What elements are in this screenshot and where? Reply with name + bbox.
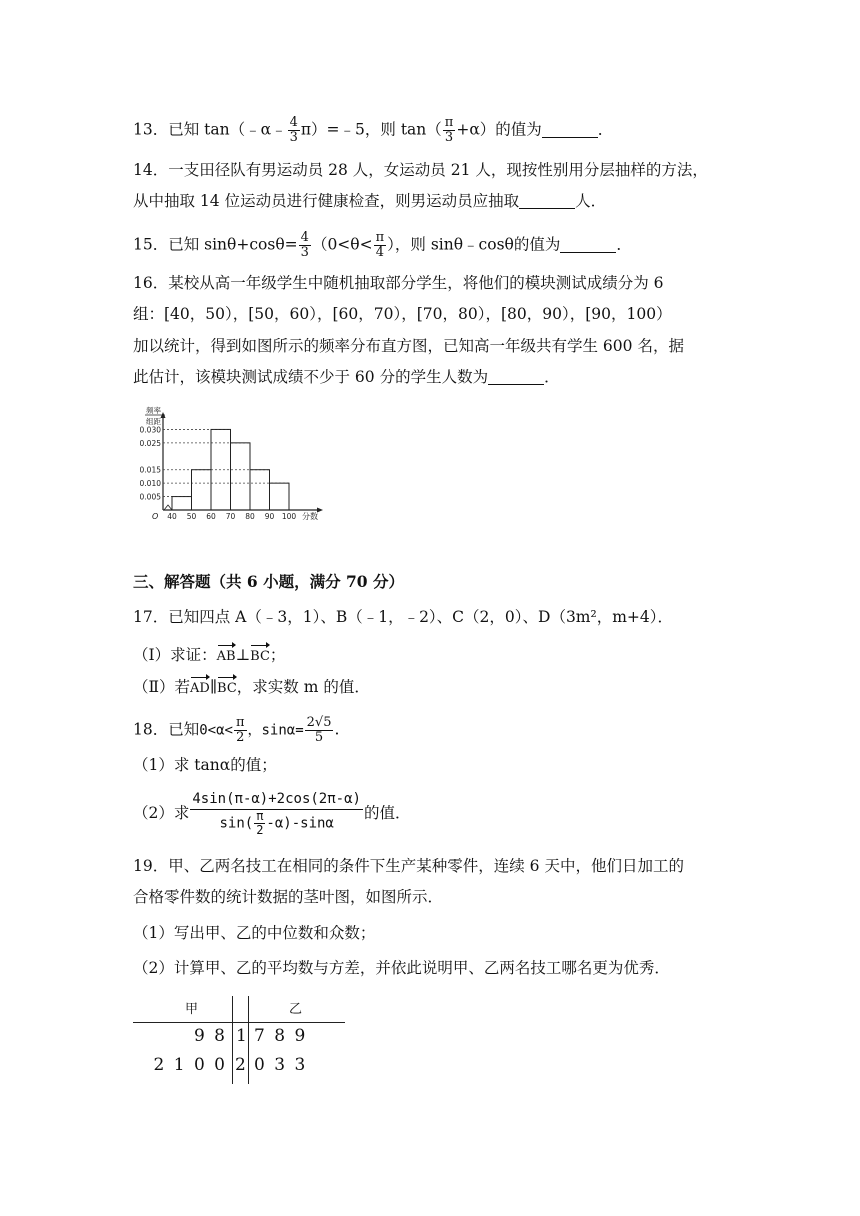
stem-leaf-header-rule — [133, 1022, 345, 1023]
q15-text-c: ），则 sinθ﹣cosθ的值为 — [387, 235, 561, 254]
q13-text-a: 13．已知 tan（﹣α﹣ — [133, 120, 287, 139]
vector-ad: AD — [190, 675, 210, 699]
answer-blank — [488, 370, 544, 385]
question-13 — [133, 116, 613, 145]
chart-origin: O — [152, 512, 159, 521]
question-16-line-4 — [133, 367, 560, 387]
question-17-part-2 — [133, 675, 370, 699]
q17-p1-text: （Ⅰ）求证： — [133, 646, 217, 664]
question-16-line-2: 组：[40，50），[50，60），[60，70），[70，80），[80，90），[90，100） — [133, 305, 672, 323]
q15-frac-num: 4 — [300, 230, 309, 245]
q13-fraction-2 — [443, 116, 456, 145]
q14-text-a: 从中抽取 14 位运动员进行健康检查，则男运动员应抽取 — [133, 192, 520, 210]
stem-leaf-row-2-stem: 2 — [235, 1055, 246, 1075]
question-17-part-1 — [133, 643, 285, 667]
q13-frac-den: 3 — [289, 130, 298, 145]
q18-text-a: 18．已知 — [133, 720, 200, 739]
question-19-line-1: 19．甲、乙两名技工在相同的条件下生产某种零件，连续 6 天中，他们日加工的 — [133, 857, 684, 875]
q13-text-c: +α）的值为 — [456, 120, 542, 139]
q17-p1-end: ； — [269, 646, 286, 664]
q18-p2-text: （2）求 — [133, 804, 190, 822]
q16-text-b: ． — [544, 368, 560, 386]
q18-den-b: -α)-sinα — [266, 815, 334, 832]
q18-p2-expression — [190, 789, 363, 837]
question-18-part-2 — [133, 789, 410, 837]
histogram-bar — [250, 470, 270, 510]
q17-p1-op: ⊥ — [235, 646, 251, 664]
stem-leaf-row-1-stem: 1 — [236, 1026, 247, 1046]
histogram-bar — [172, 497, 192, 510]
q18-mid: ，sinα= — [247, 722, 304, 739]
question-14-line-1: 14．一支田径队有男运动员 28 人，女运动员 21 人，现按性别用分层抽样的方法， — [133, 161, 708, 179]
vector-ab: AB — [217, 643, 236, 667]
question-14-line-2 — [133, 191, 606, 211]
q13-fraction — [288, 116, 300, 145]
x-tick-label: 50 — [186, 512, 197, 521]
question-18-part-1: （1）求 tanα的值； — [133, 756, 277, 774]
section-3-heading: 三、解答题（共 6 小题，满分 70 分） — [133, 572, 404, 591]
chart-ylabel-top: 频率 — [146, 406, 161, 415]
q18-fraction — [234, 716, 247, 745]
q18-p2-denominator — [190, 810, 363, 837]
x-tick-label: 70 — [225, 512, 236, 521]
q18-frac2-den: 5 — [314, 730, 324, 745]
q15-frac-den: 3 — [300, 245, 309, 260]
question-15 — [133, 231, 632, 260]
stem-leaf-row-2-right: 0 3 3 — [254, 1055, 308, 1075]
x-tick-label: 40 — [167, 512, 177, 521]
stem-leaf-right-label: 乙 — [289, 1002, 303, 1017]
answer-blank — [519, 194, 575, 209]
q15-frac2-num: π — [375, 230, 385, 245]
y-tick-label: 0.030 — [139, 425, 161, 435]
x-tick-label: 80 — [245, 512, 255, 521]
y-tick-label: 0.025 — [139, 438, 161, 448]
y-tick-label: 0.010 — [139, 479, 161, 489]
x-tick-label: 60 — [206, 512, 216, 521]
q18-fraction-2 — [305, 716, 334, 745]
question-19-part-2: （2）计算甲、乙的平均数与方差，并依此说明甲、乙两名技工哪名更为优秀． — [133, 959, 670, 977]
q13-frac2-den: 3 — [444, 130, 454, 145]
stem-leaf-row-2-left: 2 1 0 0 — [153, 1055, 227, 1075]
q17-p2-op: ∥ — [209, 678, 218, 696]
q15-fraction-2 — [374, 231, 387, 260]
q18-frac-den: 2 — [236, 730, 245, 745]
frequency-histogram — [128, 402, 338, 522]
q18-den-frac-den: 2 — [256, 823, 264, 837]
q18-den-frac-num: π — [256, 809, 264, 823]
q16-text-a: 此估计，该模块测试成绩不少于 60 分的学生人数为 — [133, 368, 489, 386]
q13-frac-num: 4 — [289, 115, 298, 130]
vector-bc: BC — [250, 643, 270, 667]
histogram-bar — [192, 470, 212, 510]
q15-fraction — [299, 231, 311, 260]
stem-leaf-row-1-right: 7 8 9 — [254, 1026, 308, 1046]
question-16-line-3: 加以统计，得到如图所示的频率分布直方图，已知高一年级共有学生 600 名，据 — [133, 337, 684, 355]
q18-condition: 0<α< — [199, 722, 233, 739]
question-19-part-1: （1）写出甲、乙的中位数和众数； — [133, 924, 376, 942]
stem-leaf-left-label: 甲 — [185, 1002, 199, 1017]
stem-leaf-divider-left — [232, 996, 233, 1084]
q13-frac2-num: π — [444, 115, 454, 130]
q18-frac2-num: 2√5 — [306, 715, 332, 730]
q14-text-b: 人． — [575, 192, 607, 210]
q18-frac-num: π — [235, 715, 245, 730]
answer-blank — [542, 123, 598, 138]
q15-text-d: ． — [616, 235, 632, 254]
q18-den-a: sin( — [219, 815, 254, 832]
q13-text-d: ． — [597, 120, 614, 139]
histogram-bar — [231, 443, 251, 510]
histogram-bar — [270, 483, 290, 510]
q18-p2-end: 的值． — [363, 804, 411, 822]
y-tick-label: 0.015 — [139, 465, 161, 475]
stem-leaf-divider-right — [248, 996, 249, 1084]
q18-p2-numerator: 4sin(π-α)+2cos(2π-α) — [190, 789, 363, 810]
vector-bc-2: BC — [217, 675, 237, 699]
q18-end: . — [334, 720, 340, 739]
question-18 — [133, 716, 339, 745]
q15-frac2-den: 4 — [375, 245, 385, 260]
q17-p2-end: ，求实数 m 的值． — [236, 678, 370, 696]
chart-ylabel-bottom: 组距 — [146, 417, 161, 426]
y-tick-label: 0.005 — [139, 492, 161, 502]
q15-text-b: （0<θ< — [311, 235, 373, 254]
q15-text-a: 15．已知 sinθ+cosθ= — [133, 235, 298, 254]
q13-text-b: π）=﹣5，则 tan（ — [300, 120, 442, 139]
question-16-line-1: 16．某校从高一年级学生中随机抽取部分学生，将他们的模块测试成绩分为 6 — [133, 274, 664, 292]
q18-den-fraction — [254, 810, 265, 837]
question-19-line-2: 合格零件数的统计数据的茎叶图，如图所示． — [133, 888, 444, 906]
answer-blank — [560, 238, 616, 253]
q17-p2-text: （Ⅱ）若 — [133, 678, 191, 696]
stem-leaf-plot — [133, 996, 345, 1086]
stem-leaf-row-1-left: 9 8 — [193, 1026, 227, 1046]
chart-xlabel: 分数 — [302, 512, 318, 521]
x-tick-label: 90 — [264, 512, 275, 521]
question-17-line-1: 17．已知四点 A（﹣3，1）、B（﹣1，﹣2）、C（2，0）、D（3m²，m+4）． — [133, 608, 674, 626]
x-tick-label: 100 — [281, 512, 297, 521]
